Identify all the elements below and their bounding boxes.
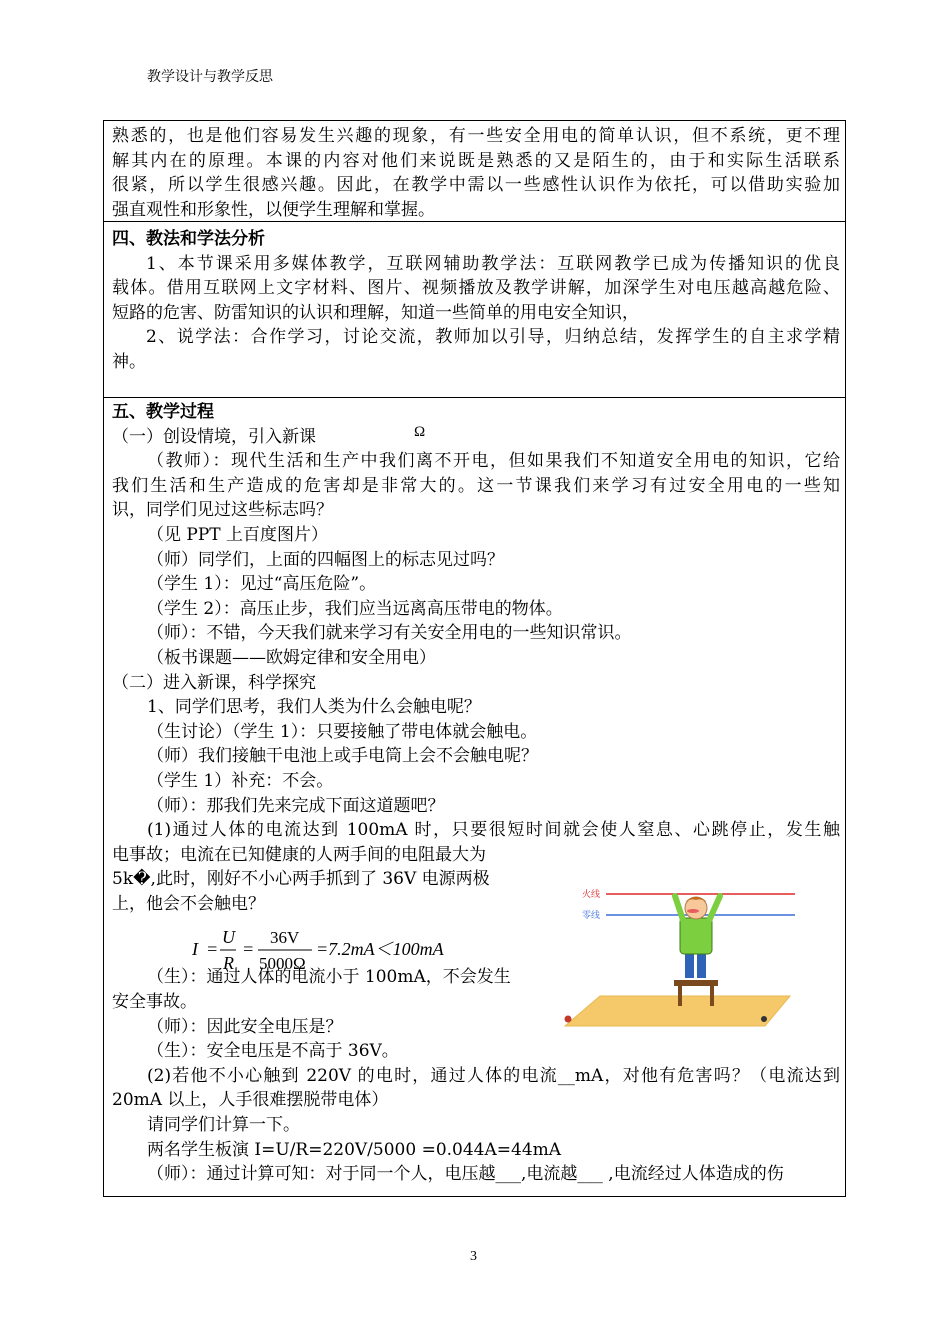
- text-line: 熟悉的，也是他们容易发生兴趣的现象，有一些安全用电的简单认识，但不系统，更不理: [112, 126, 840, 146]
- text-line: 两名学生板演 I=U/R=220V/5000 =0.044A=44mA: [147, 1139, 562, 1160]
- electric-shock-illustration: [560, 868, 810, 1033]
- text-line: 载体。借用互联网上文字材料、图片、视频播放及教学讲解，加深学生对电压越高越危险、: [112, 278, 840, 299]
- text-line: 短路的危害、防雷知识的认识和理解，知道一些简单的用电安全知识，: [112, 302, 639, 323]
- text-line: （一）创设情境，引入新课: [112, 426, 316, 447]
- text-line: 很紧，所以学生很感兴趣。因此，在教学中需以一些感性认识作为依托，可以借助实验加: [112, 175, 840, 196]
- page-header: 教学设计与教学反思: [147, 69, 273, 85]
- text-line: 神。: [112, 351, 146, 372]
- page-number: 3: [470, 1249, 477, 1264]
- text-line: （生）：通过人体的电流小于 100mA，不会发生: [147, 967, 511, 988]
- formula-numerator-2: 36V: [270, 928, 300, 947]
- floor: [565, 996, 790, 1026]
- person-arm: [708, 896, 720, 923]
- text-line: （见 PPT 上百度图片）: [147, 524, 329, 545]
- omega-symbol: Ω: [414, 424, 426, 440]
- section-heading: 四、教法和学法分析: [112, 229, 265, 249]
- section-process-text: [112, 400, 840, 1187]
- text-line: （师）：因此安全电压是？: [147, 1016, 343, 1037]
- text-line: （学生 2）：高压止步，我们应当远离高压带电的物体。: [147, 598, 563, 619]
- text-line: （板书课题——欧姆定律和安全用电）: [147, 647, 436, 668]
- formula-numerator-1: U: [222, 927, 235, 947]
- formula-denominator-1: R: [223, 953, 234, 973]
- text-line: 我们生活和生产造成的危害却是非常大的。这一节课我们来学习有过安全用电的一些知: [112, 475, 840, 496]
- text-line: （师）：不错，今天我们就来学习有关安全用电的一些知识常识。: [147, 623, 632, 644]
- text-line: (2)若他不小心触到 220V 的电时，通过人体的电流__mA，对他有危害吗？（电流达到: [147, 1065, 840, 1086]
- person-arm: [675, 896, 684, 923]
- floor-marker-icon: [565, 1016, 572, 1023]
- text-line: （学生 1）补充：不会。: [147, 770, 334, 791]
- text-line: 5k�,此时，刚好不小心两手抓到了 36V 电源两极: [112, 869, 490, 890]
- text-line: （生讨论）（学生 1）：只要接触了带电体就会触电。: [147, 721, 538, 742]
- text-line: （师）：通过计算可知：对于同一个人，电压越___,电流越___ ,电流经过人体造成的伤: [147, 1164, 784, 1185]
- text-line: 1、同学们思考，我们人类为什么会触电呢？: [147, 697, 481, 718]
- formula-denominator-2: 5000Ω: [259, 954, 306, 973]
- ohms-law-formula: [192, 926, 492, 974]
- text-line: 识，同学们见过这些标志吗？: [112, 500, 333, 521]
- text-line: 安全事故。: [112, 992, 197, 1013]
- live-wire-label: 火线: [582, 890, 601, 900]
- section-intro-text: [112, 124, 840, 222]
- text-line: 解其内在的原理。本课的内容对他们来说既是熟悉的又是陌生的，由于和实际生活联系: [112, 150, 840, 171]
- text-line: 请同学们计算一下。: [147, 1115, 300, 1136]
- text-line: （二）进入新课，科学探究: [112, 672, 316, 693]
- text-line: （教师）：现代生活和生产中我们离不开电，但如果我们不知道安全用电的知识，它给: [147, 451, 840, 472]
- svg-text:=: =: [206, 939, 219, 959]
- stool-seat: [674, 980, 718, 986]
- text-line: 电事故；电流在已知健康的人两手间的电阻最大为: [112, 844, 486, 865]
- text-line: （师）：那我们先来完成下面这道题吧？: [147, 795, 445, 816]
- text-line: （师）我们接触干电池上或手电筒上会不会触电呢？: [147, 746, 538, 767]
- text-line: 上，他会不会触电？: [112, 893, 265, 914]
- text-line: （生）：安全电压是不高于 36V。: [147, 1041, 399, 1062]
- formula-rhs: =7.2mA＜100mA: [316, 939, 444, 959]
- text-line: 1、本节课采用多媒体教学，互联网辅助教学法：互联网教学已成为传播知识的优良: [146, 253, 840, 274]
- neutral-wire-label: 零线: [582, 911, 601, 921]
- text-line: （学生 1）：见过“高压危险”。: [147, 574, 377, 595]
- text-line: 20mA 以上，人手很难摆脱带电体）: [112, 1090, 389, 1111]
- section-methods-text: [112, 227, 840, 375]
- text-line: 2、说学法：合作学习，讨论交流，教师加以引导，归纳总结，发挥学生的自主求学精: [146, 327, 840, 348]
- text-line: 强直观性和形象性，以便学生理解和掌握。: [112, 199, 435, 220]
- formula-lhs: I: [192, 939, 198, 959]
- svg-text:=: =: [242, 939, 255, 959]
- floor-marker-icon: [761, 1016, 767, 1022]
- text-line: (1)通过人体的电流达到 100mA 时，只要很短时间就会使人窒息、心跳停止，发生触: [147, 820, 840, 841]
- section-heading: 五、教学过程: [112, 402, 214, 422]
- text-line: （师）同学们，上面的四幅图上的标志见过吗？: [147, 549, 504, 570]
